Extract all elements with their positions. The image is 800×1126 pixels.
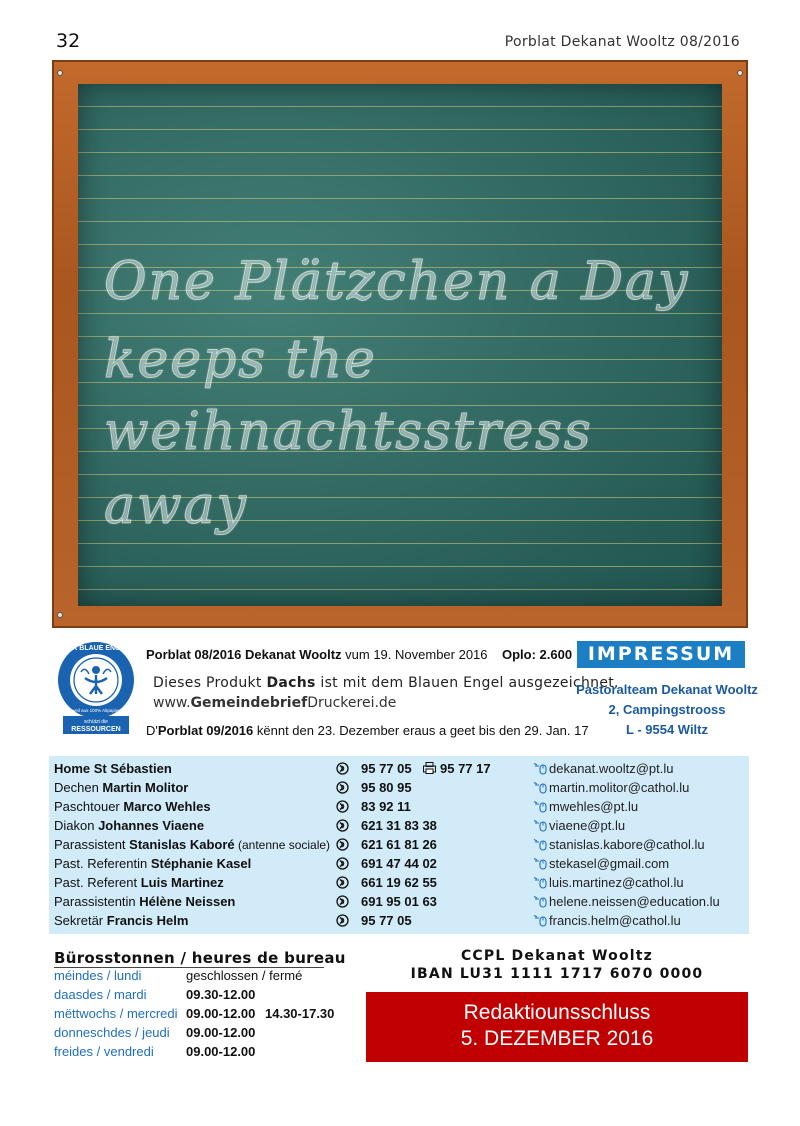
phone-icon [336,895,349,908]
bank-details: CCPL Dekanat Wooltz IBAN LU31 1111 1717 6070 0000 [410,948,704,982]
contact-phone[interactable]: 95 80 95 [361,780,412,795]
contact-email[interactable]: stanislas.kabore@cathol.lu [549,837,705,852]
phone-icon [336,876,349,889]
circulation: Oplo: 2.600 [502,647,573,662]
contact-email[interactable]: francis.helm@cathol.lu [549,913,681,928]
issue-info [146,647,488,662]
phone-icon [336,800,349,813]
contact-phone[interactable]: 95 77 05 [361,913,412,928]
contact-row [54,761,744,780]
contact-row [54,837,744,856]
eco-statement: Dieses Produkt Dachs ist mit dem Blauen Engel ausgezeichnet. [153,675,619,691]
opening-time: 09.00-12.00 [186,1006,256,1021]
contact-name: Parassistentin Hélène Neissen [54,894,236,909]
phone-icon [336,819,349,832]
printer-website-link[interactable]: www.GemeindebriefDruckerei.de [153,695,397,711]
contact-phone[interactable]: 621 31 83 38 [361,818,437,833]
contact-email[interactable]: helene.neissen@education.lu [549,894,720,909]
blue-angel-logo [55,636,137,736]
office-hours-title: Bürosstonnen / heures de bureau [54,949,346,967]
contact-fax[interactable]: 95 77 17 [440,761,491,776]
mouse-pointer-icon [533,800,547,813]
nail-icon [57,612,63,618]
contact-row [54,913,744,932]
office-hours-row [54,968,354,986]
contact-phone[interactable]: 661 19 62 55 [361,875,437,890]
contact-row [54,780,744,799]
weekday: freides / vendredi [54,1044,154,1059]
contact-name: Paschtouer Marco Wehles [54,799,211,814]
mouse-pointer-icon [533,857,547,870]
contact-email[interactable]: dekanat.wooltz@pt.lu [549,761,674,776]
office-hours-row [54,1025,354,1043]
publication-title: Porblat Dekanat Wooltz 08/2016 [504,34,740,50]
contact-list [49,756,749,934]
contact-row [54,894,744,913]
mouse-pointer-icon [533,819,547,832]
logo-text: schützt die [84,719,108,725]
chalk-text-line: One Plätzchen a Day [104,252,690,312]
contact-name: Home St Sébastien [54,761,172,776]
phone-icon [336,781,349,794]
contact-email[interactable]: viaene@pt.lu [549,818,626,833]
contact-row [54,856,744,875]
contact-email[interactable]: martin.molitor@cathol.lu [549,780,690,795]
phone-icon [336,838,349,851]
nail-icon [737,70,743,76]
contact-phone[interactable]: 95 77 05 [361,761,412,776]
mouse-pointer-icon [533,781,547,794]
logo-text: DER BLAUE ENGEL [62,645,130,652]
office-hours-row [54,1044,354,1062]
mouse-pointer-icon [533,762,547,775]
fax-icon [423,762,436,774]
contact-name: Past. Referentin Stéphanie Kasel [54,856,252,871]
logo-text: RESSOURCEN [71,726,121,733]
contact-name: Sekretär Francis Helm [54,913,189,928]
next-issue-info: D'Porblat 09/2016 kënnt den 23. Dezember eraus a geet bis den 29. Jan. 17 [146,723,589,738]
logo-text: weil aus 100% Altpapier [72,708,120,713]
opening-time: geschlossen / fermé [186,968,303,983]
contact-name: Past. Referent Luis Martinez [54,875,224,890]
editorial-deadline-box: Redaktiounsschluss 5. DEZEMBER 2016 [366,992,748,1062]
weekday: daasdes / mardi [54,987,147,1002]
issue-info-bold: Porblat 08/2016 Dekanat Wooltz [146,647,342,662]
chalkboard-photo [52,60,748,628]
contact-email[interactable]: stekasel@gmail.com [549,856,670,871]
weekday: donneschdes / jeudi [54,1025,170,1040]
contact-row [54,818,744,837]
contact-name: Dechen Martin Molitor [54,780,189,795]
phone-icon [336,857,349,870]
office-hours-row [54,987,354,1005]
opening-time: 09.00-12.00 [186,1025,256,1040]
mouse-pointer-icon [533,914,547,927]
pastoral-team-address: Pastoralteam Dekanat Wooltz 2, Campingstrooss L - 9554 Wiltz [576,682,758,737]
contact-phone[interactable]: 83 92 11 [361,799,411,814]
opening-time: 09.00-12.00 [186,1044,256,1059]
chalk-text-line: away [104,476,248,536]
weekday: méindes / lundi [54,968,142,983]
mouse-pointer-icon [533,838,547,851]
mouse-pointer-icon [533,895,547,908]
phone-icon [336,762,349,775]
contact-name: Diakon Johannes Viaene [54,818,205,833]
office-hours-row [54,1006,354,1024]
weekday: mëttwochs / mercredi [54,1006,178,1021]
contact-row [54,799,744,818]
contact-phone[interactable]: 691 95 01 63 [361,894,437,909]
opening-time: 09.30-12.00 [186,987,256,1002]
contact-email[interactable]: luis.martinez@cathol.lu [549,875,684,890]
contact-email[interactable]: mwehles@pt.lu [549,799,639,814]
page-number: 32 [56,30,81,52]
issue-info-date: vum 19. November 2016 [341,647,488,662]
contact-row [54,875,744,894]
contact-phone[interactable]: 691 47 44 02 [361,856,437,871]
phone-icon [336,914,349,927]
mouse-pointer-icon [533,876,547,889]
opening-time-afternoon: 14.30-17.30 [265,1006,335,1021]
contact-name: Parassistent Stanislas Kaboré (antenne sociale) [54,837,331,852]
chalkboard-surface [78,84,722,606]
contact-phone[interactable]: 621 61 81 26 [361,837,437,852]
chalk-text-line: weihnachtsstress [104,402,593,462]
impressum-banner: IMPRESSUM [577,641,745,668]
nail-icon [57,70,63,76]
chalk-text-line: keeps the [104,330,377,390]
